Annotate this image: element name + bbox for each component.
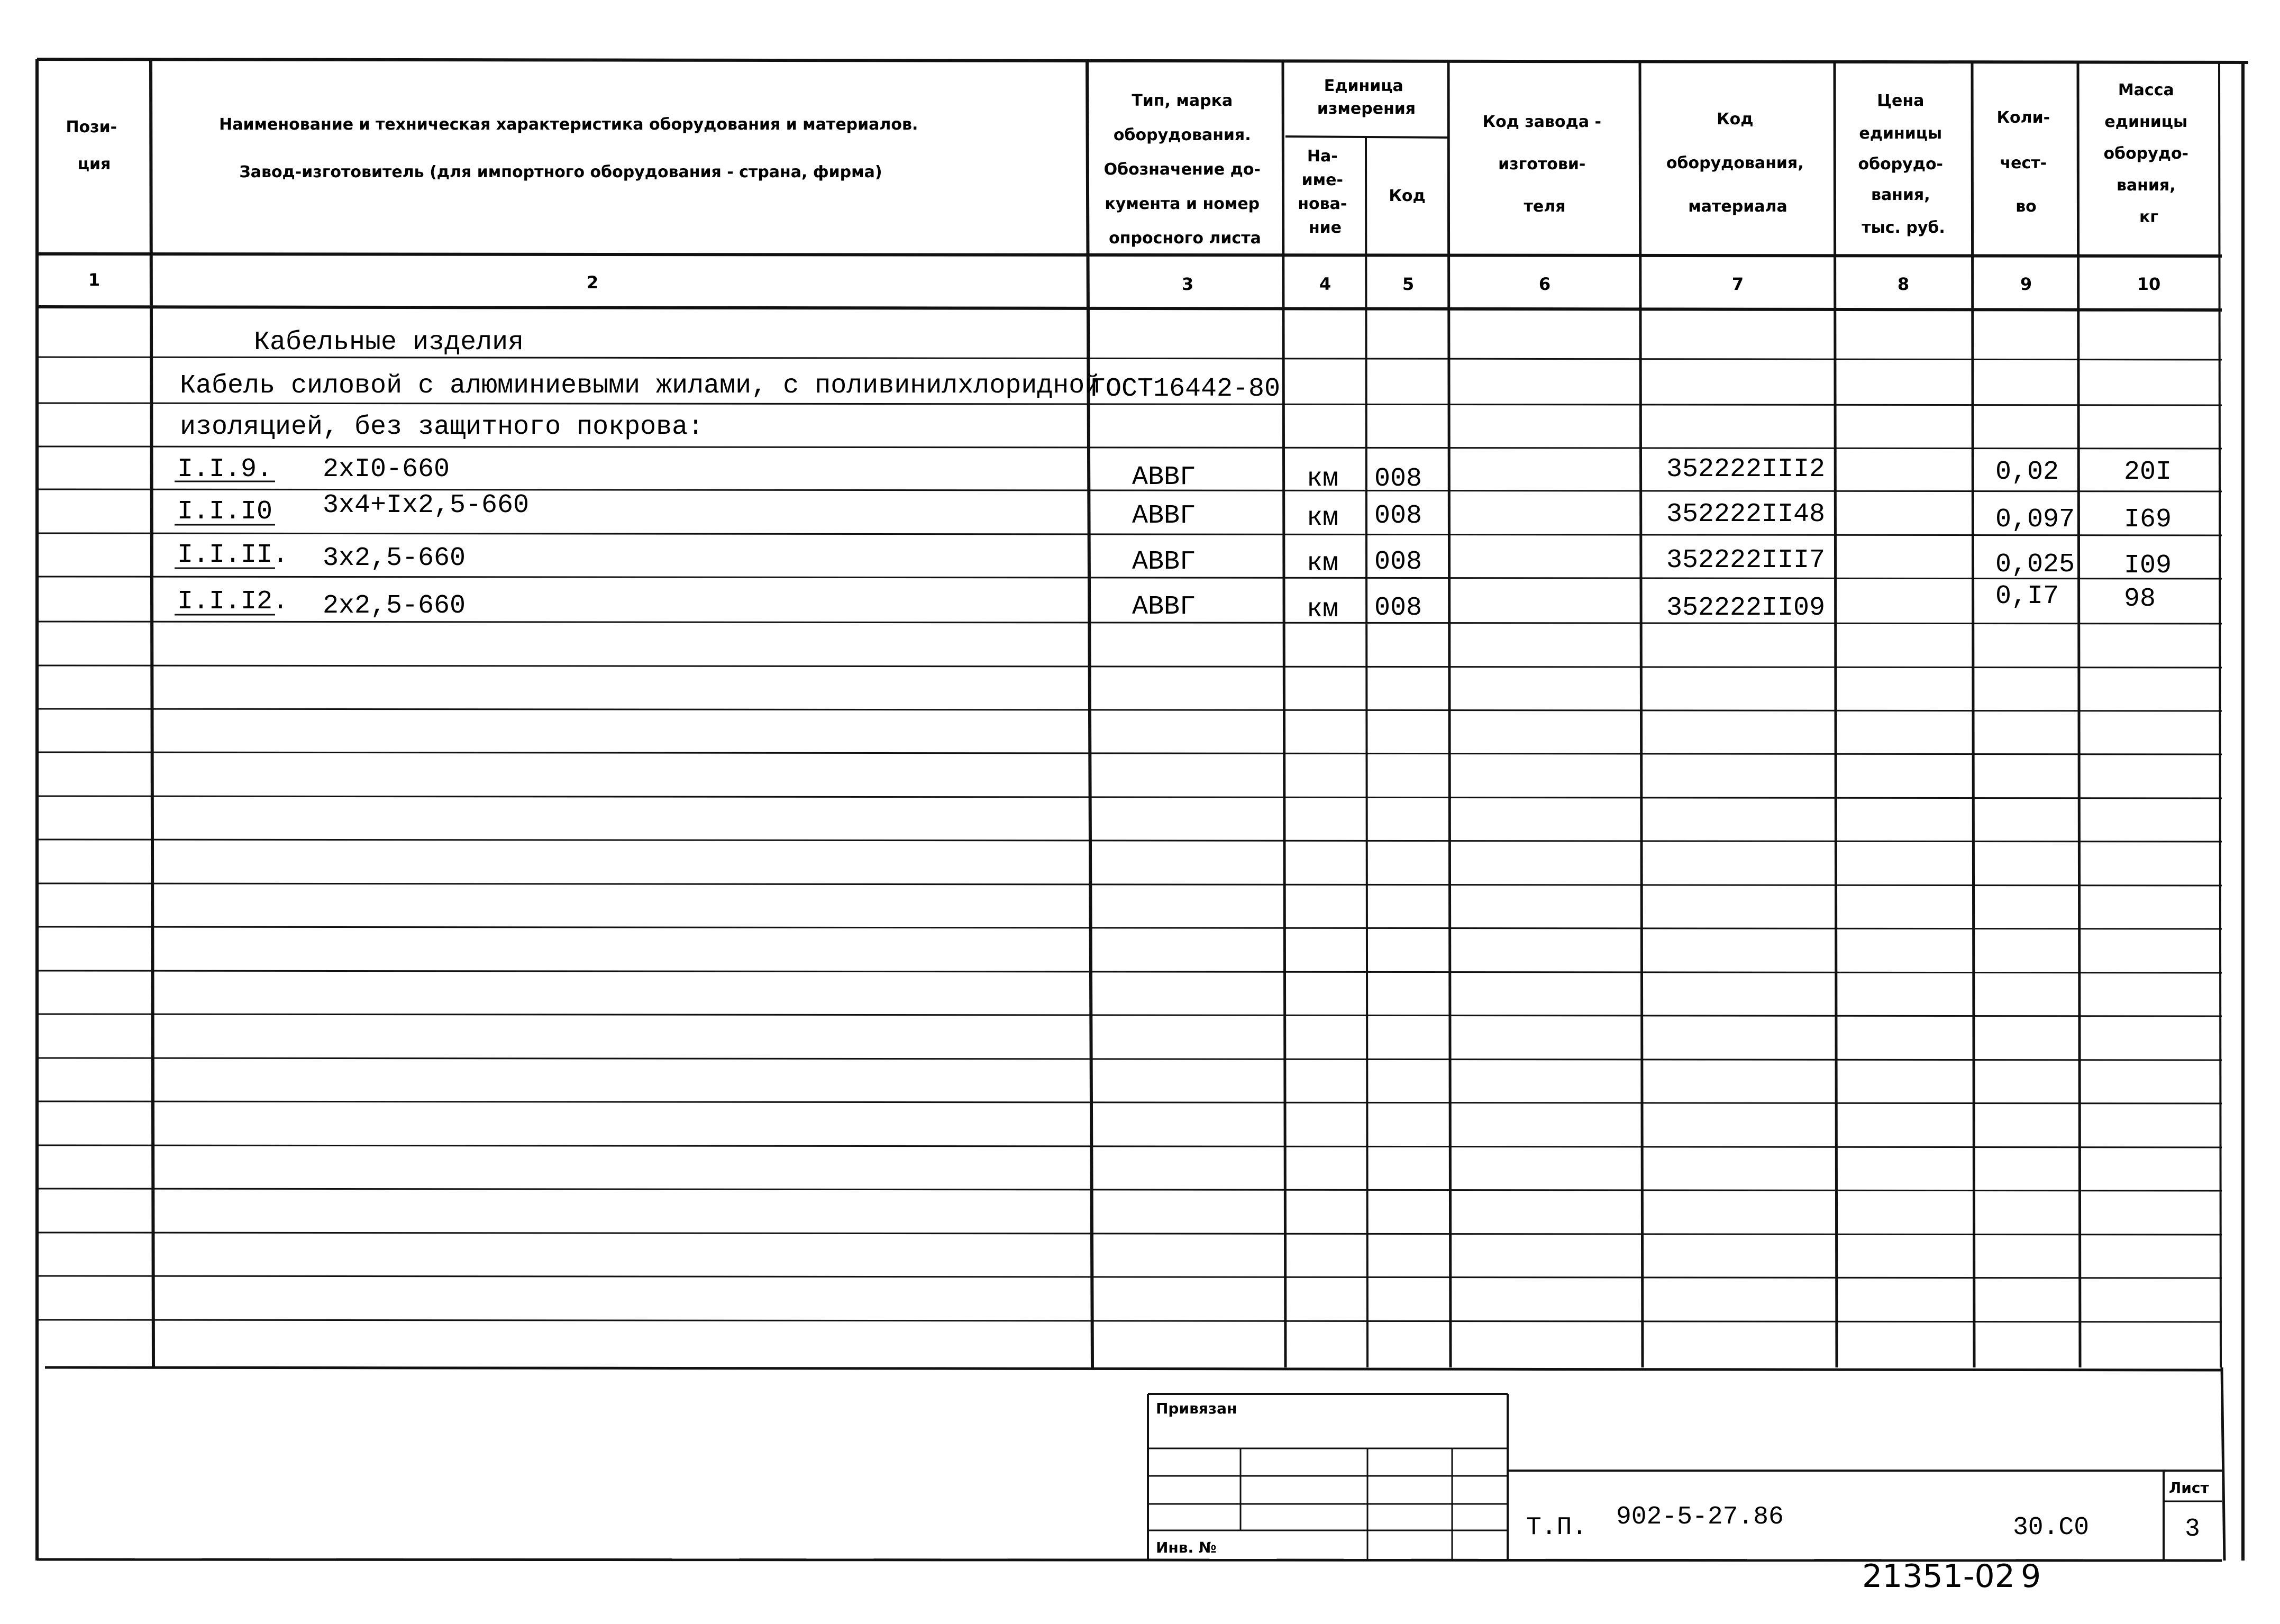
sheet-code: 30.С0 (2013, 1513, 2090, 1542)
header-col1-line: Пози- (66, 118, 117, 136)
column-number: 2 (586, 272, 599, 293)
header-col4 (1298, 147, 1352, 237)
header-col2-line: Наименование и техническая характеристика оборудования и материалов. (219, 115, 918, 134)
header-col8-line: Цена (1877, 92, 1925, 110)
item-mass: 20I (2124, 457, 2172, 487)
column-number: 10 (2137, 274, 2161, 294)
item-unit-code: 008 (1374, 547, 1422, 577)
header-col8-line: единицы (1859, 124, 1942, 143)
header-col6-line: теля (1524, 197, 1566, 216)
header-col7-line: оборудования, (1666, 154, 1804, 172)
item-position: I.I.9. (177, 454, 273, 485)
header-col9-line: во (2015, 197, 2037, 216)
column-number: 6 (1538, 274, 1551, 294)
header-unit-group (1317, 77, 1416, 118)
header-col4-line: На- (1307, 147, 1338, 166)
header-col3-line: Обозначение до- (1103, 160, 1261, 179)
header-col4-line: име- (1301, 171, 1343, 189)
footer-number: 9 (2021, 1558, 2041, 1595)
item-name: 2x2,5-660 (323, 591, 466, 621)
item-code: 352222III7 (1666, 545, 1826, 576)
item-name: 3x2,5-660 (323, 543, 466, 573)
header-col10-line: вания, (2116, 176, 2176, 195)
item-name: изоляцией, без защитного покрова: (180, 412, 704, 442)
column-number: 9 (2020, 274, 2032, 294)
header-col8-line: вания, (1871, 186, 1930, 204)
column-number: 7 (1731, 274, 1744, 294)
item-type: АВВГ (1132, 592, 1196, 622)
header-unit-group-line: Единица (1324, 77, 1403, 95)
header-col3-line: оборудования. (1113, 126, 1251, 144)
column-number: 8 (1897, 274, 1910, 294)
header-col3-line: опросного листа (1109, 229, 1261, 248)
project-number: 902-5-27.86 (1616, 1503, 1784, 1531)
header-col1 (66, 118, 122, 174)
item-position: I.I.I0 (177, 497, 273, 527)
item-mass: I09 (2124, 551, 2172, 581)
header-col3-line: кумента и номер (1105, 195, 1260, 213)
header-col10-line: кг (2139, 208, 2159, 226)
header-col6 (1483, 113, 1607, 216)
section-title: Кабельные изделия (254, 327, 524, 358)
item-code: 352222III2 (1666, 454, 1826, 485)
item-unit: км (1307, 549, 1339, 579)
sheet-number: 3 (2185, 1515, 2200, 1544)
item-unit: км (1307, 464, 1339, 494)
header-col7-line: Код (1717, 110, 1754, 129)
item-mass: I69 (2124, 505, 2172, 535)
item-quantity: 0,02 (1995, 457, 2059, 487)
footer-note: 21351-02 (1862, 1558, 2015, 1595)
column-number: 4 (1319, 274, 1331, 294)
header-col8 (1858, 92, 1949, 237)
title-block (1156, 1400, 2209, 1556)
column-number: 1 (88, 270, 101, 290)
item-unit: км (1307, 595, 1339, 625)
item-unit-code: 008 (1374, 593, 1422, 623)
header-col10-line: Масса (2118, 81, 2174, 99)
item-mass: 98 (2124, 584, 2156, 614)
header-col10-line: оборудо- (2103, 144, 2189, 163)
column-number: 3 (1181, 274, 1194, 294)
footer (1862, 1558, 2041, 1595)
column-number: 5 (1402, 274, 1415, 294)
item-unit-code: 008 (1374, 464, 1422, 494)
header-col6-line: Код завода - (1482, 113, 1601, 131)
item-quantity: 0,I7 (1995, 581, 2059, 612)
header-col9-line: Коли- (1996, 108, 2050, 127)
table-grid (37, 59, 2248, 1561)
project-label: Т.П. (1526, 1513, 1588, 1542)
item-name: 3x4+Ix2,5-660 (323, 490, 530, 521)
item-quantity: 0,025 (1995, 550, 2075, 580)
header-col4-line: нова- (1298, 195, 1347, 213)
item-type: ГОСТ16442-80 (1090, 374, 1281, 404)
header-col8-line: тыс. руб. (1862, 218, 1945, 237)
item-quantity: 0,097 (1995, 505, 2075, 535)
table-body (175, 327, 2172, 625)
header-unit-group-line: измерения (1317, 99, 1416, 118)
inventory-label: Инв. № (1156, 1539, 1217, 1556)
header-col9 (1996, 108, 2055, 216)
sheet-label: Лист (2169, 1479, 2209, 1497)
header-col3 (1104, 92, 1266, 248)
item-type: АВВГ (1132, 501, 1196, 531)
item-position: I.I.II. (177, 540, 289, 570)
header-col1-line: ция (77, 155, 111, 174)
item-name: Кабель силовой с алюминиевыми жилами, с поливинилхлоридной (180, 371, 1101, 401)
header-col7 (1666, 110, 1809, 216)
header-col10 (2104, 81, 2194, 226)
item-position: I.I.I2. (177, 587, 289, 617)
item-name: 2xI0-660 (323, 454, 450, 485)
table-header (66, 77, 2194, 248)
item-code: 352222II48 (1666, 499, 1826, 530)
attached-label: Привязан (1156, 1400, 1237, 1417)
header-col8-line: оборудо- (1858, 155, 1944, 174)
item-type: АВВГ (1132, 547, 1196, 577)
header-col10-line: единицы (2104, 113, 2188, 131)
header-col2-line: Завод-изготовитель (для импортного оборудования - страна, фирма) (239, 163, 882, 181)
header-col4-line: ние (1308, 218, 1342, 237)
item-type: АВВГ (1132, 462, 1196, 492)
header-col7-line: материала (1688, 197, 1787, 216)
header-col6-line: изготови- (1498, 155, 1586, 174)
item-unit-code: 008 (1374, 501, 1422, 531)
header-col2 (219, 115, 924, 181)
item-unit: км (1307, 503, 1339, 533)
header-col3-line: Тип, марка (1132, 92, 1233, 110)
header-col9-line: чест- (2000, 154, 2047, 172)
item-code: 352222II09 (1666, 593, 1826, 623)
column-numbers-row (88, 270, 2160, 294)
header-col5: Код (1389, 187, 1426, 205)
